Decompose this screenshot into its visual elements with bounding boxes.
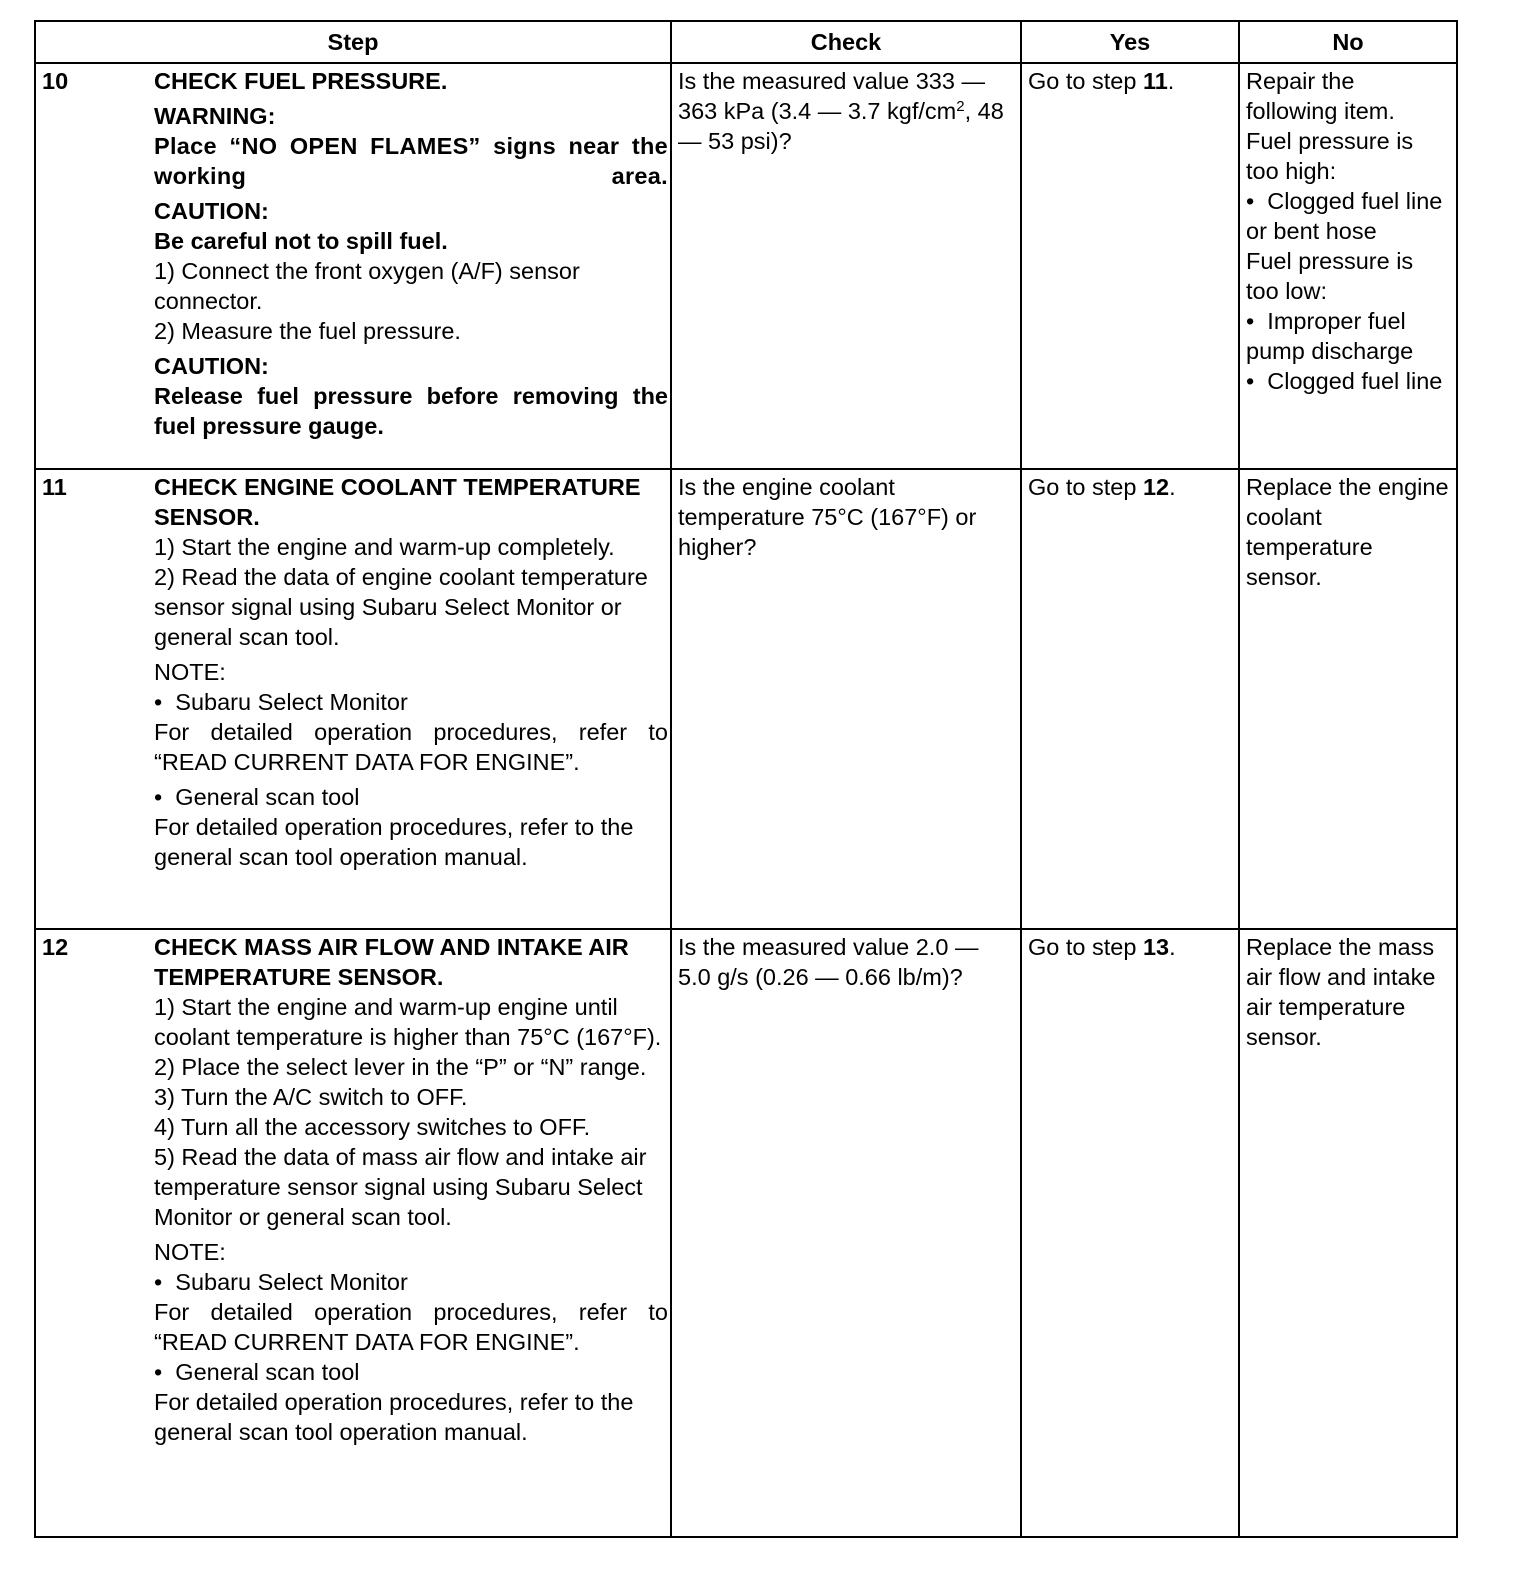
table-row — [35, 469, 1457, 929]
yes-text: Go to step — [1028, 68, 1143, 94]
warning-label: WARNING: — [154, 103, 276, 129]
step-title: CHECK MASS AIR FLOW AND INTAKE AIR TEMPERATURE SENSOR. — [154, 934, 629, 990]
header-step: Step — [35, 21, 671, 63]
yes-text-end: . — [1169, 474, 1176, 500]
procedure-step: 5) Read the data of mass air flow and intake air temperature sensor signal using Subaru Select Monitor or general scan tool. — [154, 1144, 647, 1230]
procedure-step: 2) Measure the fuel pressure. — [154, 318, 461, 344]
step-title: CHECK ENGINE COOLANT TEMPERATURE SENSOR. — [154, 474, 641, 530]
table-row — [35, 929, 1457, 1537]
step-number: 11 — [35, 469, 150, 929]
note-bullet: • General scan tool — [154, 1357, 668, 1387]
note-label: NOTE: — [154, 659, 226, 685]
step-cell — [150, 929, 671, 1537]
procedure-step: 1) Connect the front oxygen (A/F) sensor connector. — [154, 258, 580, 314]
yes-text-end: . — [1167, 68, 1175, 94]
no-list-item: • Improper fuel pump discharge — [1246, 306, 1450, 366]
note-bullet: • General scan tool — [154, 782, 668, 812]
caution-label: CAUTION: — [154, 198, 269, 224]
header-yes: Yes — [1021, 21, 1239, 63]
note-text: For detailed operation procedures, refer to “READ CURRENT DATA FOR ENGINE”. — [154, 719, 668, 775]
no-intro: Repair the following item. — [1246, 68, 1395, 124]
check-superscript: 2 — [956, 98, 965, 115]
check-text: Is the measured value 333 — 363 kPa (3.4 — 3.7 kgf/cm — [678, 68, 985, 124]
note-text: For detailed operation procedures, refer to the general scan tool operation manual. — [154, 814, 634, 870]
yes-cell — [1021, 63, 1239, 469]
procedure-step: 3) Turn the A/C switch to OFF. — [154, 1084, 468, 1110]
step-cell — [150, 63, 671, 469]
check-cell: Is the engine coolant temperature 75°C (167°F) or higher? — [671, 469, 1021, 929]
no-list-item: • Clogged fuel line — [1246, 366, 1450, 396]
caution-text: Release fuel pressure before removing the fuel pressure gauge. — [154, 383, 668, 439]
check-cell: Is the measured value 2.0 — 5.0 g/s (0.26 — 0.66 lb/m)? — [671, 929, 1021, 1537]
yes-cell — [1021, 929, 1239, 1537]
yes-text-end: . — [1169, 934, 1176, 960]
note-bullet: • Subaru Select Monitor — [154, 1267, 668, 1297]
no-cell: Replace the mass air flow and intake air temperature sensor. — [1239, 929, 1457, 1537]
warning-text — [154, 131, 668, 191]
header-check: Check — [671, 21, 1021, 63]
note-text: For detailed operation procedures, refer to the general scan tool operation manual. — [154, 1389, 634, 1445]
yes-step-link: 11 — [1142, 68, 1168, 94]
caution-label: CAUTION: — [154, 353, 269, 379]
note-text: For detailed operation procedures, refer to “READ CURRENT DATA FOR ENGINE”. — [154, 1299, 668, 1355]
no-cell: Replace the engine coolant temperature sensor. — [1239, 469, 1457, 929]
procedure-step: 2) Place the select lever in the “P” or “N” range. — [154, 1054, 647, 1080]
yes-cell — [1021, 469, 1239, 929]
table-row — [35, 63, 1457, 469]
yes-step-link: 12 — [1142, 474, 1170, 500]
yes-step-link: 13 — [1142, 934, 1170, 960]
step-number: 10 — [35, 63, 150, 469]
check-cell — [671, 63, 1021, 469]
no-condition-label: Fuel pressure is too high: — [1246, 128, 1414, 184]
procedure-step: 4) Turn all the accessory switches to OFF. — [154, 1114, 591, 1140]
note-bullet: • Subaru Select Monitor — [154, 687, 668, 717]
note-label: NOTE: — [154, 1239, 226, 1265]
procedure-step: 1) Start the engine and warm-up engine until coolant temperature is higher than 75°C (167°F). — [154, 994, 662, 1050]
step-title: CHECK FUEL PRESSURE. — [154, 68, 448, 94]
no-cell — [1239, 63, 1457, 469]
diagnostic-table — [34, 20, 1458, 1538]
yes-text: Go to step — [1028, 934, 1143, 960]
step-cell — [150, 469, 671, 929]
yes-text: Go to step — [1028, 474, 1143, 500]
procedure-step: 2) Read the data of engine coolant temperature sensor signal using Subaru Select Monitor or general scan tool. — [154, 564, 648, 650]
check-text-end: , 48 — 53 psi)? — [678, 98, 1004, 154]
no-list-item: • Clogged fuel line or bent hose — [1246, 186, 1450, 246]
procedure-step: 1) Start the engine and warm-up completely. — [154, 534, 615, 560]
no-condition-label: Fuel pressure is too low: — [1246, 248, 1414, 304]
header-no: No — [1239, 21, 1457, 63]
warning-text-content: Place “NO OPEN FLAMES” signs near the working area. — [154, 133, 668, 189]
caution-text: Be careful not to spill fuel. — [154, 228, 448, 254]
step-number: 12 — [35, 929, 150, 1537]
table-header-row — [35, 21, 1457, 63]
